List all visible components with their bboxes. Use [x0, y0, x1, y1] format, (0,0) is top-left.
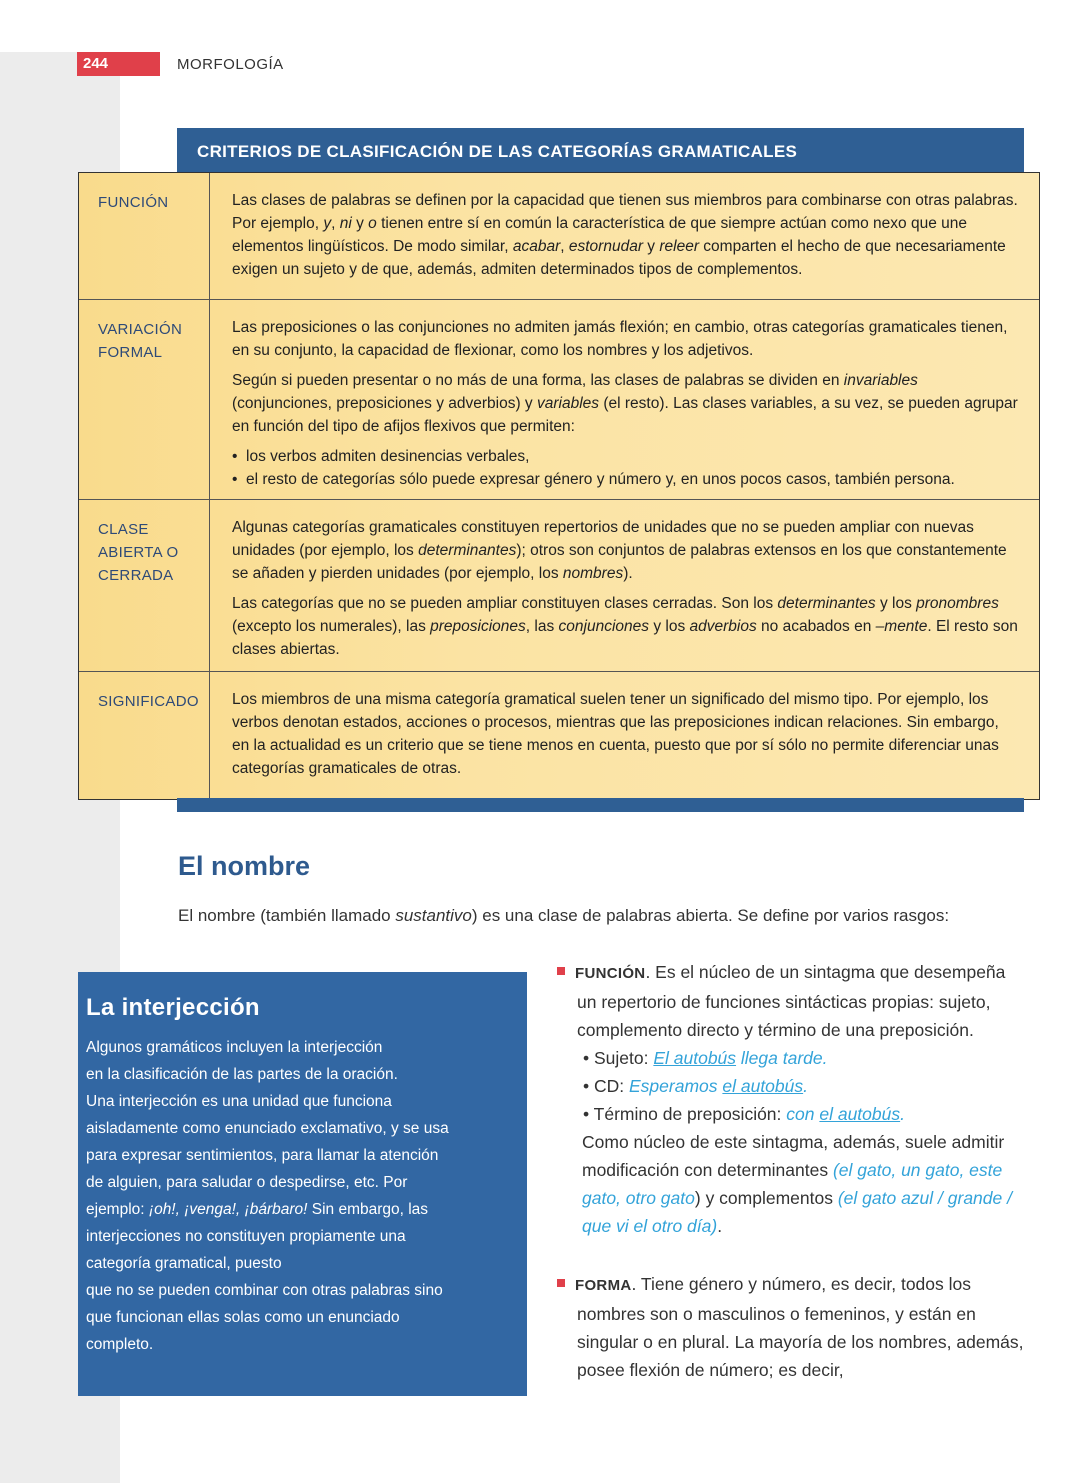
sidebox-title: La interjección: [86, 994, 260, 1021]
running-head: MORFOLOGÍA: [177, 56, 284, 73]
text-run: determinantes: [418, 542, 517, 559]
text-run: . El resto son clases abiertas.: [232, 618, 1018, 658]
text-run: releer: [659, 238, 699, 255]
sidebox-run: ¡oh!, ¡venga!, ¡bárbaro!: [148, 1201, 308, 1218]
criteria-label-line: ABIERTA O: [98, 544, 179, 561]
text-run: (el gato azul / grande / que vi el otro día): [582, 1188, 1012, 1236]
text-run: , las: [525, 618, 559, 635]
text-run: invariables: [843, 372, 918, 389]
criteria-label-line: CERRADA: [98, 567, 174, 584]
example-text: [653, 1048, 827, 1068]
text-run: ,: [560, 238, 569, 255]
row-funcion: [79, 173, 1039, 299]
sidebox-line: [86, 1169, 507, 1196]
text-run: y: [351, 215, 369, 232]
criteria-label: [79, 672, 210, 799]
intro-paragraph: [178, 904, 1028, 928]
criteria-paragraph: [232, 516, 1019, 585]
example-run: Esperamos: [629, 1076, 723, 1096]
example-run: .: [803, 1076, 809, 1096]
text-run: o: [368, 215, 377, 232]
example-label: • CD:: [583, 1076, 629, 1096]
sidebox-line: [86, 1196, 507, 1223]
sidebox-line: [86, 1061, 507, 1088]
sidebox-run: Una interjección es una unidad que funciona: [86, 1093, 392, 1110]
interjection-sidebox: [78, 972, 527, 1396]
text-run: Según si pueden presentar o no más de una forma, las clases de palabras se dividen en: [232, 372, 844, 389]
sidebox-line: [86, 1304, 507, 1331]
text-run: (excepto los numerales), las: [232, 618, 431, 635]
criteria-description: [210, 672, 1039, 799]
sidebox-run: de alguien, para saludar o despedirse, etc. Por: [86, 1174, 408, 1191]
feature-text: . Tiene género y número, es decir, todos los nombres son o masculinos o femeninos, y están en singular o en plural. La mayoría de los nombres, además, posee flexión de número; es decir,: [577, 1274, 1024, 1380]
sidebox-line: [86, 1115, 507, 1142]
sidebox-line: [86, 1034, 507, 1061]
text-run: ); otros son conjuntos de palabras extensos en los que constantemente se añaden y pierden unidades (por ejemplo, los: [232, 542, 1007, 582]
square-bullet-icon: [557, 967, 565, 975]
text-run: Las preposiciones o las conjunciones no admiten jamás flexión; en cambio, otras categorías gramaticales tienen, en su conjunto, la capacidad de flexionar, como los nombres y los adjetivos.: [232, 319, 1008, 359]
text-run: Como núcleo de este sintagma, además, suele admitir modificación con determinantes: [582, 1132, 1005, 1180]
example-run: llega tarde.: [736, 1048, 828, 1068]
sidebox-run: Sin embargo, las: [307, 1201, 429, 1218]
example-run: con: [786, 1104, 820, 1124]
examples-list: [557, 1044, 1027, 1128]
sidebox-run: interjecciones no constituyen propiamente una: [86, 1228, 406, 1245]
example-run: .: [900, 1104, 905, 1124]
text-run: (conjunciones, preposiciones y adverbios) y: [232, 395, 537, 412]
example-run: el autobús: [819, 1104, 901, 1124]
example-item: [583, 1100, 1027, 1128]
criteria-table: [78, 172, 1040, 800]
text-run: –mente: [875, 618, 928, 635]
table-title: CRITERIOS DE CLASIFICACIÓN DE LAS CATEGORÍAS GRAMATICALES: [177, 128, 1024, 173]
example-run: El autobús: [653, 1048, 737, 1068]
row-significado: [79, 671, 1039, 799]
sidebox-line: [86, 1088, 507, 1115]
sidebox-run: que funcionan ellas solas como un enunciado: [86, 1309, 400, 1326]
text-run: (el resto). Las clases variables, a su vez, se pueden agrupar en función del tipo de afijos flexivos que permiten:: [232, 395, 1018, 435]
criteria-label-line: SIGNIFICADO: [98, 693, 199, 710]
sidebox-run: en la clasificación de las partes de la oración.: [86, 1066, 398, 1083]
text-run: variables: [537, 395, 600, 412]
text-run: adverbios: [689, 618, 757, 635]
page-number: 244: [77, 52, 160, 76]
text-run: Las clases de palabras se definen por la capacidad que tienen sus miembros para combinarse con otras palabras. Por ejemplo,: [232, 192, 1018, 232]
sidebox-run: para expresar sentimientos, para llamar la atención: [86, 1147, 439, 1164]
sidebox-run: Algunos gramáticos incluyen la interjección: [86, 1039, 383, 1056]
intro-run: El nombre (también llamado: [178, 906, 396, 925]
feature-funcion: [557, 958, 1027, 1044]
text-run: comparten el hecho de que necesariamente exigen un sujeto y de que, además, admiten determinados tipos de complementos.: [232, 238, 1006, 278]
text-run: estornudar: [568, 238, 643, 255]
sidebox-run: ejemplo:: [86, 1201, 149, 1218]
criteria-label-line: FUNCIÓN: [98, 194, 169, 211]
criteria-label-line: VARIACIÓN: [98, 321, 183, 338]
text-run: conjunciones: [558, 618, 650, 635]
criteria-bullets: [232, 445, 1019, 491]
criteria-label: [79, 173, 210, 299]
example-label: • Sujeto:: [583, 1048, 654, 1068]
criteria-description: [210, 500, 1039, 671]
text-run: determinantes: [777, 595, 876, 612]
feature-lead: FORMA: [575, 1277, 632, 1294]
text-run: preposiciones: [430, 618, 526, 635]
criteria-paragraph: [232, 592, 1019, 661]
criteria-description: [210, 300, 1039, 499]
sidebox-line: [86, 1277, 507, 1304]
text-run: Algunas categorías gramaticales constituyen repertorios de unidades que no se pueden ampliar con nuevas unidades (por ejemplo, los: [232, 519, 974, 559]
example-item: [583, 1044, 1027, 1072]
text-run: no acabados en: [756, 618, 876, 635]
intro-run: ) es una clase de palabras abierta. Se define por varios rasgos:: [471, 906, 950, 925]
criteria-paragraph: [232, 189, 1019, 281]
criteria-label: [79, 300, 210, 499]
feature-lead: FUNCIÓN: [575, 965, 646, 982]
sidebox-run: categoría gramatical, puesto: [86, 1255, 282, 1272]
criteria-description: [210, 173, 1039, 299]
text-run: nombres: [562, 565, 624, 582]
criteria-paragraph: [232, 688, 1019, 780]
sidebox-line: [86, 1250, 507, 1277]
example-item: [583, 1072, 1027, 1100]
example-text: [786, 1104, 905, 1124]
text-run: Los miembros de una misma categoría gramatical suelen tener un significado del mismo tipo. Por ejemplo, los verbos denotan estados, acciones o procesos, mientras que las preposiciones indican relaciones. Sin embargo, en la actualidad es un criterio que se tiene menos en cuenta, puesto que por sí sólo no permite diferenciar unas categorías gramaticales de otras.: [232, 691, 999, 777]
text-run: .: [717, 1216, 723, 1236]
text-run: (el gato, un gato, este gato, otro gato: [582, 1160, 1003, 1208]
example-label: • Término de preposición:: [583, 1104, 787, 1124]
table-bottom-bar: [177, 798, 1024, 812]
text-run: ,: [331, 215, 340, 232]
section-title: El nombre: [178, 851, 311, 881]
criteria-label: [79, 500, 210, 671]
square-bullet-icon: [557, 1279, 565, 1287]
text-run: ni: [339, 215, 352, 232]
text-run: pronombres: [916, 595, 999, 612]
text-run: ) y complementos: [694, 1188, 838, 1208]
sidebox-line: [86, 1223, 507, 1250]
criteria-bullet: • el resto de categorías sólo puede expresar género y número y, en unos pocos casos, también persona.: [232, 468, 1019, 491]
example-text: [629, 1076, 808, 1096]
criteria-label-line: FORMAL: [98, 344, 163, 361]
sidebox-run: completo.: [86, 1336, 154, 1353]
sidebox-body: [86, 1034, 507, 1358]
example-run: el autobús: [722, 1076, 804, 1096]
features-column: [557, 958, 1027, 1384]
intro-run: sustantivo: [395, 906, 472, 925]
row-clase-abierta-cerrada: [79, 499, 1039, 671]
sidebox-line: [86, 1142, 507, 1169]
sidebox-line: [86, 1331, 507, 1358]
row-variacion-formal: [79, 299, 1039, 499]
feature-forma: [557, 1270, 1027, 1384]
sidebox-run: aisladamente como enunciado exclamativo, y se usa: [86, 1120, 449, 1137]
feature-funcion-continued: [557, 1128, 1027, 1240]
criteria-paragraph: [232, 316, 1019, 362]
feature-text: . Es el núcleo de un sintagma que desempeña un repertorio de funciones sintácticas propias: sujeto, complemento directo y término de una preposición.: [577, 962, 1006, 1040]
text-run: tienen entre sí en común la característica de que siempre actúan como nexo que une elementos lingüísticos. De modo similar,: [232, 215, 967, 255]
text-run: y los: [649, 618, 690, 635]
text-run: y los: [875, 595, 917, 612]
text-run: y: [642, 238, 660, 255]
text-run: acabar: [512, 238, 561, 255]
sidebox-run: que no se pueden combinar con otras palabras sino: [86, 1282, 443, 1299]
criteria-bullet: • los verbos admiten desinencias verbales,: [232, 445, 1019, 468]
text-run: y: [323, 215, 332, 232]
criteria-paragraph: [232, 369, 1019, 438]
criteria-label-line: CLASE: [98, 521, 149, 538]
text-run: Las categorías que no se pueden ampliar constituyen clases cerradas. Son los: [232, 595, 778, 612]
text-run: ).: [623, 565, 633, 582]
